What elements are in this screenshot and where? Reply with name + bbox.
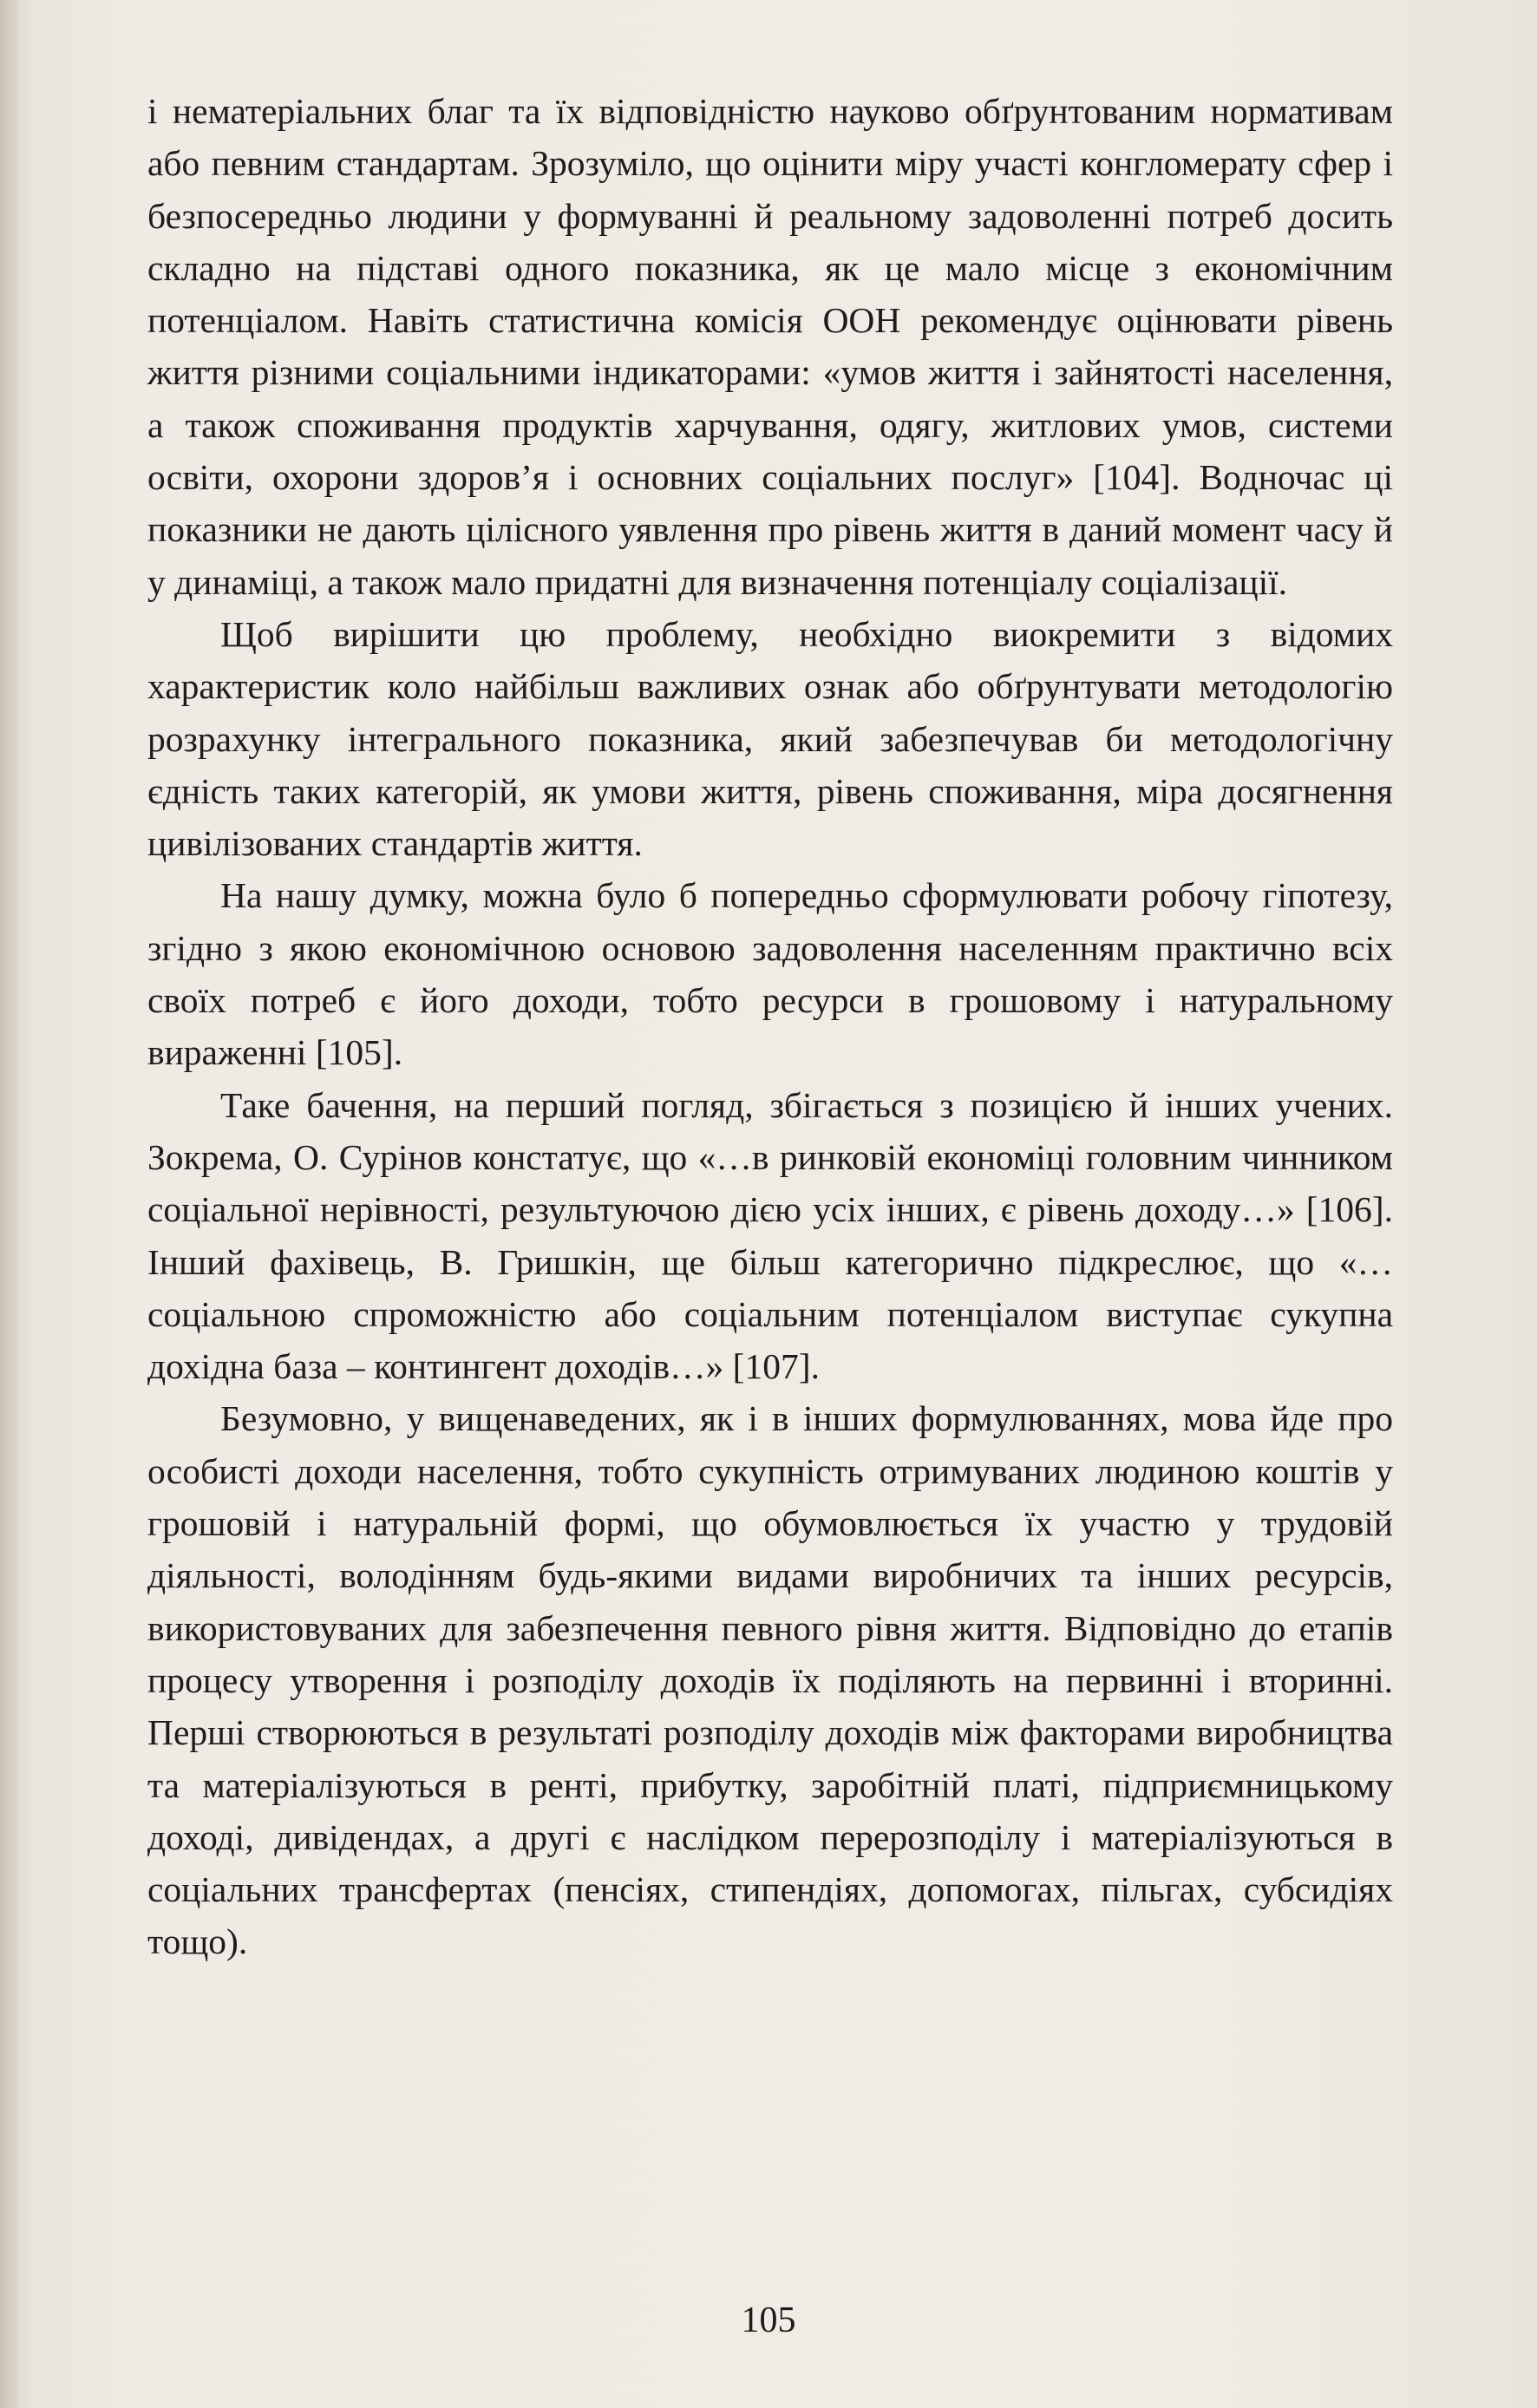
paragraph-3: На нашу думку, можна було б попередньо сформулювати робочу гіпотезу, згідно з якою економічною основою задоволення населенням практично всіх своїх потреб є його доходи, тобто ресурси в грошовому і натуральному вираженні [105]. bbox=[147, 875, 1393, 1073]
page-binding-edge bbox=[0, 0, 19, 2408]
page-number: 105 bbox=[741, 2300, 796, 2340]
paragraph-4: Таке бачення, на перший погляд, збігається з позицією й інших учених. Зокрема, О. Сурінов констатує, що «…в ринковій економіці головним чинником соціальної нерівності, результуючою дією усіх інших, є рівень доходу…» [106]. Інший фахівець, В. Гришкін, ще більш категорично підкреслює, що «…соціальною спроможністю або соціальним потенціалом виступає сукупна дохідна база – контингент доходів…» [107]. bbox=[147, 1084, 1393, 1387]
paragraph-2: Щоб вирішити цю проблему, необхідно виокремити з відомих характеристик коло найбільш важливих ознак або обґрунтувати методологію розрахунку інтегрального показника, який забезпечував би методологічну єдність таких категорій, як умови життя, рівень споживання, міра досягнення цивілізованих стандартів життя. bbox=[147, 613, 1393, 864]
paragraph-5: Безумовно, у вищенаведених, як і в інших формулюваннях, мова йде про особисті доходи населення, тобто сукупність отримуваних людиною коштів у грошовій і натуральній формі, що обумовлюється їх участю у трудовій діяльності, володінням будь-якими видами виробничих та інших ресурсів, використовуваних для забезпечення певного рівня життя. Відповідно до етапів процесу утворення і розподілу доходів їх поділяють на первинні і вторинні. Перші створюються в результаті розподілу доходів між факторами виробництва та матеріалізуються в ренті, прибутку, заробітній платі, підприємницькому доході, дивідендах, а другі є наслідком перерозподілу і матеріалізуються в соціальних трансфертах (пенсіях, стипендіях, допомогах, пільгах, субсидіях тощо). bbox=[147, 1398, 1393, 1962]
body-text bbox=[147, 85, 1393, 1968]
paragraph-1: і нематеріальних благ та їх відповідністю науково обґрунтованим нормативам або певним стандартам. Зрозуміло, що оцінити міру участі конгломерату сфер і безпосередньо людини у формуванні й реальному задоволенні потреб досить складно на підставі одного показника, як це мало місце з економічним потенціалом. Навіть статистична комісія ООН рекомендує оцінювати рівень життя різними соціальними індикаторами: «умов життя і зайнятості населення, а також споживання продуктів харчування, одягу, житлових умов, системи освіти, охорони здоров’я і основних соціальних послуг» [104]. Водночас ці показники не дають цілісного уявлення про рівень життя в даний момент часу й у динаміці, а також мало придатні для визначення потенціалу соціалізації. bbox=[147, 91, 1393, 602]
